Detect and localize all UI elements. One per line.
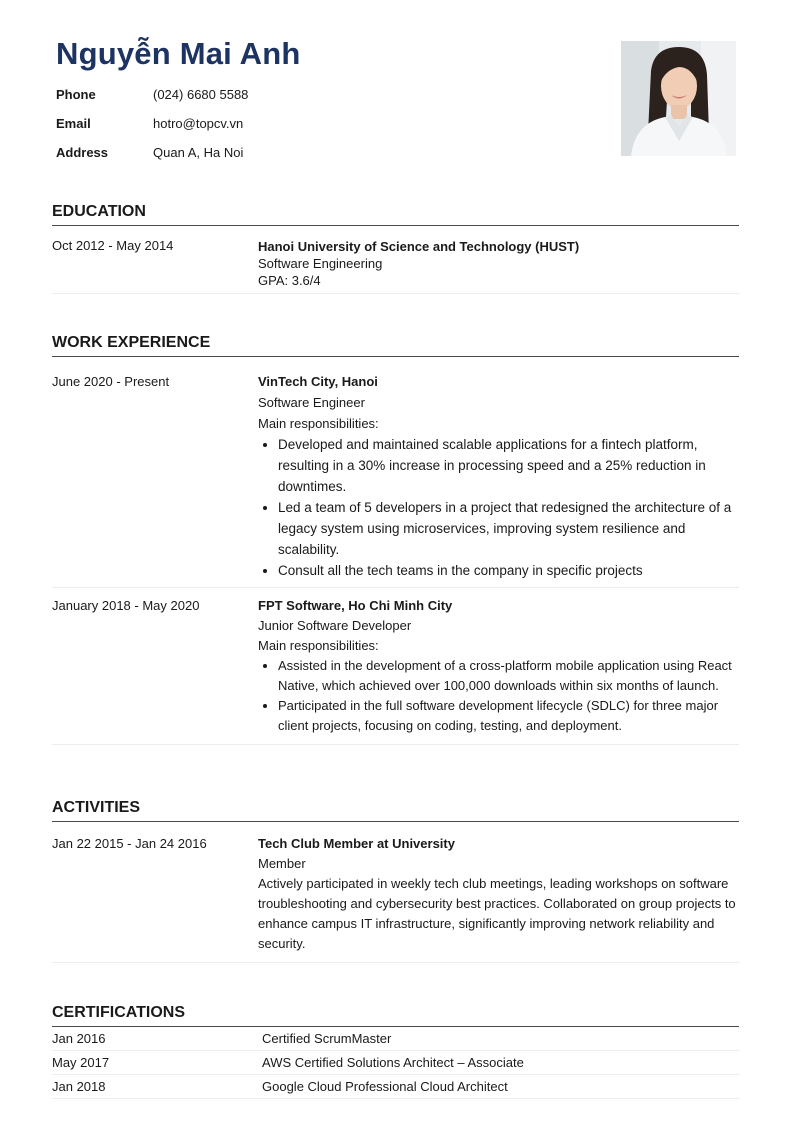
phone-value: (024) 6680 5588 [153, 87, 249, 102]
activity-entry [52, 822, 739, 963]
education-gpa: GPA: 3.6/4 [258, 273, 321, 288]
job-company: VinTech City, Hanoi [258, 374, 378, 389]
work-title: WORK EXPERIENCE [52, 334, 739, 357]
work-section [52, 334, 739, 745]
job-date: June 2020 - Present [52, 374, 170, 389]
activity-name: Tech Club Member at University [258, 836, 455, 851]
job-entry [52, 588, 739, 745]
job-bullet: • Developed and maintained scalable applications for a fintech platform, resulting in a 30% increase in processing speed and a 25% reduction in downtimes. [278, 434, 739, 497]
education-section [52, 203, 739, 294]
education-major: Software Engineering [258, 256, 383, 271]
job-bullet: • Led a team of 5 developers in a project that redesigned the architecture of a legacy system using microservices, improving system resilience and scalability. [278, 497, 739, 560]
job-responsibilities-label: Main responsibilities: [258, 416, 379, 431]
certification-name: Google Cloud Professional Cloud Architect [262, 1079, 508, 1094]
candidate-name: Nguyễn Mai Anh [56, 36, 301, 71]
activity-role: Member [258, 856, 306, 871]
job-bullet: • Participated in the full software development lifecycle (SDLC) for three major client projects, focusing on coding, testing, and deployment. [278, 696, 739, 736]
certification-row [52, 1075, 739, 1099]
activities-title: ACTIVITIES [52, 799, 739, 822]
certification-date: May 2017 [52, 1055, 110, 1070]
education-date: Oct 2012 - May 2014 [52, 238, 174, 253]
contact-address [56, 138, 248, 167]
phone-label: Phone [56, 87, 96, 102]
certification-date: Jan 2016 [52, 1031, 106, 1046]
address-value: Quan A, Ha Noi [153, 145, 244, 160]
job-bullet: • Assisted in the development of a cross-platform mobile application using React Native, which achieved over 100,000 downloads within six months of launch. [278, 656, 739, 696]
job-company: FPT Software, Ho Chi Minh City [258, 598, 453, 613]
education-school: Hanoi University of Science and Technology (HUST) [258, 239, 580, 254]
job-bullets [258, 434, 739, 581]
certification-name: Certified ScrumMaster [262, 1031, 392, 1046]
certification-row [52, 1051, 739, 1075]
job-role: Software Engineer [258, 395, 365, 410]
activity-date: Jan 22 2015 - Jan 24 2016 [52, 836, 207, 851]
email-label: Email [56, 116, 91, 131]
job-bullets [258, 656, 739, 736]
contact-info [56, 80, 248, 167]
activities-section [52, 799, 739, 963]
profile-photo [621, 41, 736, 156]
contact-email [56, 109, 248, 138]
education-title: EDUCATION [52, 203, 739, 226]
job-entry [52, 357, 739, 588]
education-entry [52, 226, 739, 294]
activity-description: Actively participated in weekly tech club meetings, leading workshops on software troubleshooting and cybersecurity best practices. Collaborated on group projects to enhance campus IT infrastructure, significantly improving network reliability and security. [258, 876, 736, 951]
certification-name: AWS Certified Solutions Architect – Associate [262, 1055, 524, 1070]
job-role: Junior Software Developer [258, 618, 412, 633]
job-date: January 2018 - May 2020 [52, 598, 200, 613]
certifications-section [52, 1004, 739, 1099]
email-value: hotro@topcv.vn [153, 116, 244, 131]
job-bullet: • Consult all the tech teams in the company in specific projects [278, 560, 739, 581]
address-label: Address [56, 145, 109, 160]
certification-row [52, 1027, 739, 1051]
certification-date: Jan 2018 [52, 1079, 106, 1094]
job-responsibilities-label: Main responsibilities: [258, 638, 379, 653]
contact-phone [56, 80, 248, 109]
certifications-title: CERTIFICATIONS [52, 1004, 739, 1027]
